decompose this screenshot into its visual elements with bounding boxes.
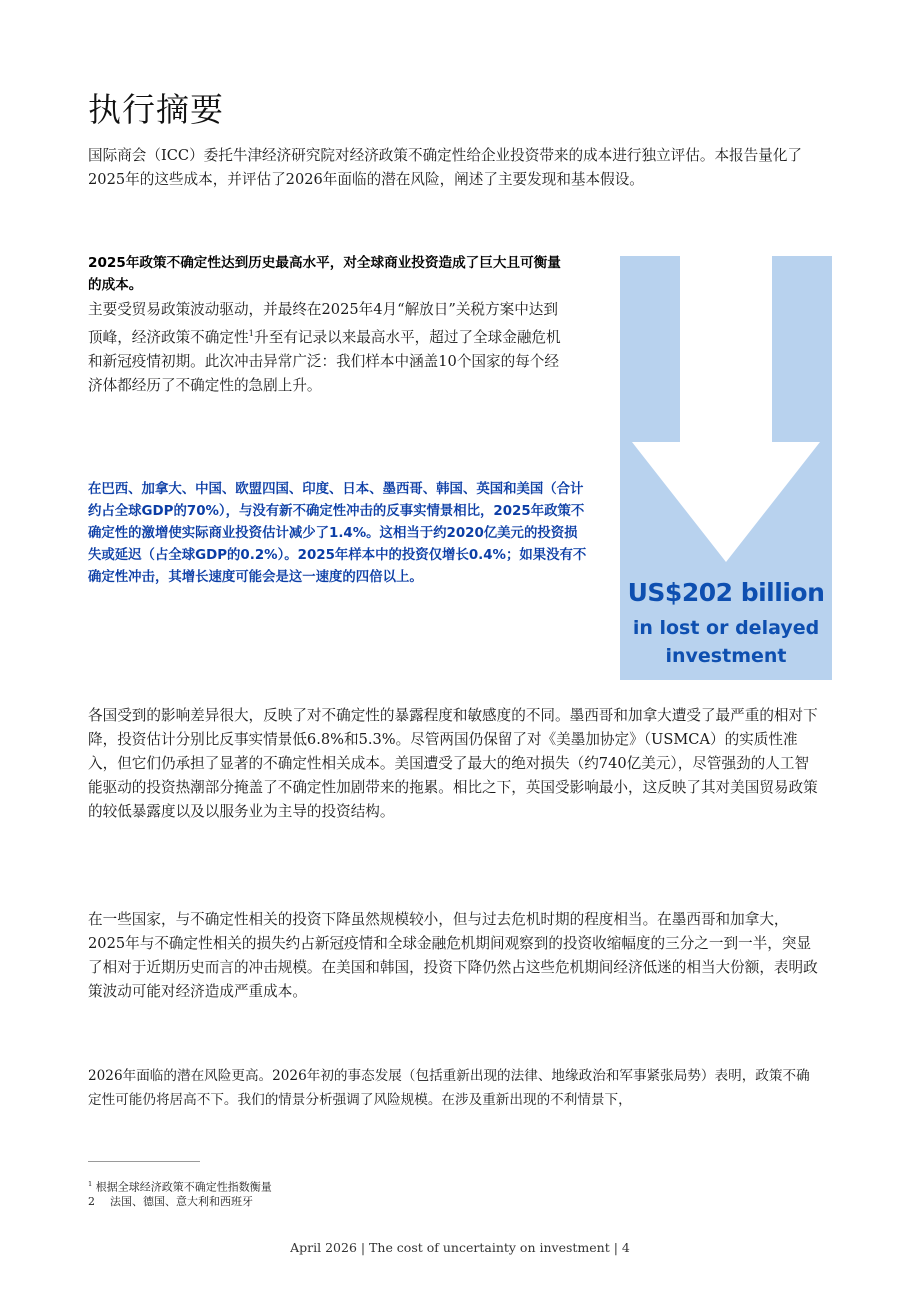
intro-paragraph: 国际商会（ICC）委托牛津经济研究院对经济政策不确定性给企业投资带来的成本进行独立评估。本报告量化了2025年的这些成本，并评估了2026年面临的潜在风险，阐述了主要发现和基本假设。: [88, 147, 803, 188]
footnote-1-mark: 1: [88, 1180, 93, 1188]
page-footer: April 2026 | The cost of uncertainty on investment | 4: [290, 1240, 630, 1255]
page-title: 执行摘要: [88, 90, 224, 129]
highlight-paragraph: 在巴西、加拿大、中国、欧盟四国、印度、日本、墨西哥、韩国、英国和美国（合计约占全球GDP的70%），与没有新不确定性冲击的反事实情景相比，2025年政策不确定性的激增使实际商业投资估计减少了1.4%。这相当于约2020亿美元的投资损失或延迟（占全球GDP的0.2%）。2025年样本中的投资仅增长0.4%；如果没有不确定性冲击，其增长速度可能会是这一速度的四倍以上。: [88, 482, 587, 585]
footnote-2-mark: 2: [88, 1195, 95, 1208]
section-heading: 2025年政策不确定性达到历史最高水平，对全球商业投资造成了巨大且可衡量的成本。: [88, 255, 561, 293]
callout-label-line2: investment: [665, 645, 787, 667]
footnote-ref-1[interactable]: 1: [248, 329, 255, 339]
investment-loss-callout: [620, 256, 832, 680]
risk-2026-paragraph: 2026年面临的潜在风险更高。2026年初的事态发展（包括重新出现的法律、地缘政治和军事紧张局势）表明，政策不确定性可能仍将居高不下。我们的情景分析强调了风险规模。在涉及重新出现的不利情景下，: [88, 1068, 810, 1108]
callout-label: [620, 614, 832, 670]
country-impact-paragraph: 各国受到的影响差异很大，反映了对不确定性的暴露程度和敏感度的不同。墨西哥和加拿大遭受了最严重的相对下降，投资估计分别比反事实情景低6.8%和5.3%。尽管两国仍保留了对《美墨加协定》（USMCA）的实质性准入，但它们仍承担了显著的不确定性相关成本。美国遭受了最大的绝对损失（约740亿美元），尽管强劲的人工智能驱动的投资热潮部分掩盖了不确定性加剧带来的拖累。相比之下，英国受影响最小，这反映了其对美国贸易政策的较低暴露度以及以服务业为主导的投资结构。: [88, 707, 818, 820]
callout-value: US$202 billion: [627, 578, 825, 607]
footnote-2: [88, 1193, 253, 1211]
policy-uncertainty-paragraph: [88, 298, 566, 398]
para1-text-b: 升至有记录以来最高水平，超过了全球金融危机和新冠疫情初期。此次冲击异常广泛：我们样本中涵盖10个国家的每个经济体都经历了不确定性的急剧上升。: [88, 328, 561, 394]
footnote-2-text: 法国、德国、意大利和西班牙: [110, 1195, 253, 1208]
footnote-1-text: 根据全球经济政策不确定性指数衡量: [95, 1180, 272, 1194]
footnote-divider: [88, 1161, 200, 1162]
para1-text-a: 主要受贸易政策波动驱动，并最终在2025年4月“解放日”关税方案中达到顶峰，经济政策不确定性: [88, 301, 558, 346]
callout-label-line1: in lost or delayed: [632, 617, 820, 639]
crisis-comparison-paragraph: 在一些国家，与不确定性相关的投资下降虽然规模较小，但与过去危机时期的程度相当。在墨西哥和加拿大，2025年与不确定性相关的损失约占新冠疫情和全球金融危机期间观察到的投资收缩幅度的三分之一到一半，突显了相对于近期历史而言的冲击规模。在美国和韩国，投资下降仍然占这些危机期间经济低迷的相当大份额，表明政策波动可能对经济造成严重成本。: [88, 911, 818, 1000]
